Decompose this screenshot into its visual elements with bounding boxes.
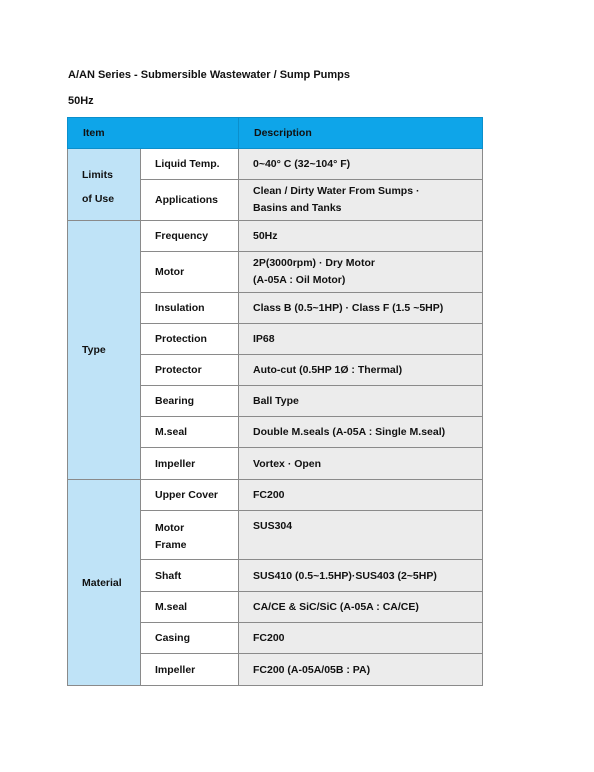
label-upper-cover: Upper Cover [141, 480, 239, 511]
table-header-row [68, 118, 483, 149]
value-impeller-material: FC200 (A-05A/05B : PA) [239, 654, 483, 686]
value-protector: Auto-cut (0.5HP 1Ø : Thermal) [239, 355, 483, 386]
value-mseal-material: CA/CE & SiC/SiC (A-05A : CA/CE) [239, 592, 483, 623]
table-row [68, 480, 483, 511]
spec-table [67, 117, 483, 686]
value-motor: 2P(3000rpm) · Dry Motor (A-05A : Oil Motor) [239, 252, 483, 293]
label-mseal-material: M.seal [141, 592, 239, 623]
group-type: Type [68, 221, 141, 480]
label-casing: Casing [141, 623, 239, 654]
label-motor-frame: Motor Frame [141, 511, 239, 560]
header-description: Description [239, 118, 483, 149]
label-insulation: Insulation [141, 293, 239, 324]
group-limits-of-use: Limits of Use [68, 149, 141, 221]
value-frequency: 50Hz [239, 221, 483, 252]
label-protector: Protector [141, 355, 239, 386]
value-protection: IP68 [239, 324, 483, 355]
value-casing: FC200 [239, 623, 483, 654]
value-impeller-type: Vortex · Open [239, 448, 483, 480]
value-bearing: Ball Type [239, 386, 483, 417]
group-material: Material [68, 480, 141, 686]
table-row [68, 149, 483, 180]
label-bearing: Bearing [141, 386, 239, 417]
value-shaft: SUS410 (0.5~1.5HP)·SUS403 (2~5HP) [239, 560, 483, 592]
label-shaft: Shaft [141, 560, 239, 592]
label-impeller-type: Impeller [141, 448, 239, 480]
document-title: A/AN Series - Submersible Wastewater / Sump Pumps [68, 69, 351, 81]
value-liquid-temp: 0~40° C (32~104° F) [239, 149, 483, 180]
label-protection: Protection [141, 324, 239, 355]
label-mseal-type: M.seal [141, 417, 239, 448]
frequency-subtitle: 50Hz [68, 95, 94, 107]
label-frequency: Frequency [141, 221, 239, 252]
label-applications: Applications [141, 180, 239, 221]
value-insulation: Class B (0.5~1HP) · Class F (1.5 ~5HP) [239, 293, 483, 324]
value-applications: Clean / Dirty Water From Sumps · Basins and Tanks [239, 180, 483, 221]
value-motor-frame: SUS304 [239, 511, 483, 560]
label-liquid-temp: Liquid Temp. [141, 149, 239, 180]
table-row [68, 221, 483, 252]
label-impeller-material: Impeller [141, 654, 239, 686]
value-mseal-type: Double M.seals (A-05A : Single M.seal) [239, 417, 483, 448]
value-upper-cover: FC200 [239, 480, 483, 511]
header-item: Item [68, 118, 239, 149]
label-motor: Motor [141, 252, 239, 293]
